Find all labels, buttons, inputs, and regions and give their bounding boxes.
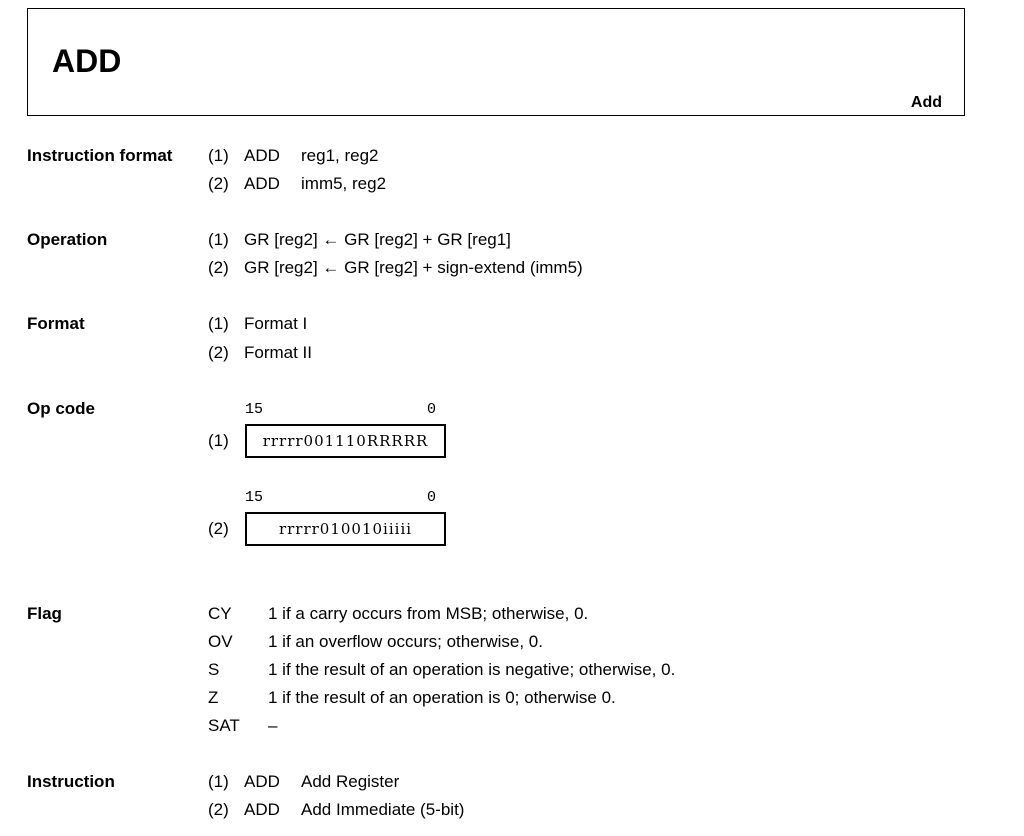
format-line-1 xyxy=(208,314,307,334)
line-number: (2) xyxy=(208,258,229,277)
opcode-number-2: (2) xyxy=(208,519,229,538)
flag-name: Z xyxy=(208,688,219,707)
line-number: (2) xyxy=(208,800,229,819)
opcode-low-bit: 0 xyxy=(427,401,437,418)
line-number: (1) xyxy=(208,146,229,165)
flag-label: Flag xyxy=(27,604,62,623)
flag-desc: 1 if a carry occurs from MSB; otherwise, 0. xyxy=(268,604,589,623)
flag-row-s xyxy=(208,660,675,680)
flag-name: CY xyxy=(208,604,232,623)
format-line-2 xyxy=(208,343,312,363)
flag-desc: 1 if the result of an operation is 0; otherwise 0. xyxy=(268,688,616,707)
opcode-low-bit: 0 xyxy=(427,489,437,506)
flag-desc: 1 if an overflow occurs; otherwise, 0. xyxy=(268,632,543,651)
line-number: (1) xyxy=(208,772,229,791)
line-mnemonic: ADD xyxy=(244,800,280,819)
opcode-number-1: (1) xyxy=(208,431,229,450)
line-number: (1) xyxy=(208,230,229,249)
page-subtitle: Add xyxy=(910,94,942,111)
operation-line-1 xyxy=(208,230,511,250)
line-name: Add Immediate (5-bit) xyxy=(301,800,465,819)
flag-row-cy xyxy=(208,604,588,624)
instruction-format-label: Instruction format xyxy=(27,146,173,165)
line-number: (1) xyxy=(208,314,229,333)
flag-desc: – xyxy=(268,716,278,735)
flag-desc: 1 if the result of an operation is negative; otherwise, 0. xyxy=(268,660,676,679)
opcode-bits-box-1: rrrrr001110RRRRR xyxy=(245,424,446,458)
line-operands: imm5, reg2 xyxy=(301,174,387,193)
instruction-line-2 xyxy=(208,800,464,820)
line-name: Add Register xyxy=(301,772,400,791)
page-title: ADD xyxy=(52,43,122,79)
line-number: (2) xyxy=(208,174,229,193)
flag-row-z xyxy=(208,688,616,708)
instruction-line-1 xyxy=(208,772,399,792)
line-mnemonic: ADD xyxy=(244,174,280,193)
title-box xyxy=(27,8,965,116)
operation-label: Operation xyxy=(27,230,108,249)
opcode-high-bit: 15 xyxy=(245,401,264,418)
line-mnemonic: ADD xyxy=(244,772,280,791)
format-label: Format xyxy=(27,314,85,333)
instruction-label: Instruction xyxy=(27,772,115,791)
flag-name: OV xyxy=(208,632,233,651)
line-operands: reg1, reg2 xyxy=(301,146,379,165)
line-text: Format II xyxy=(244,343,313,362)
line-number: (2) xyxy=(208,343,229,362)
flag-name: S xyxy=(208,660,220,679)
opcode-bits-box-2: rrrrr010010iiiii xyxy=(245,512,446,546)
flag-name: SAT xyxy=(208,716,240,735)
line-text: Format I xyxy=(244,314,308,333)
line-text: GR [reg2] ← GR [reg2] + GR [reg1] xyxy=(244,230,511,249)
flag-row-ov xyxy=(208,632,543,652)
instruction-format-line-1 xyxy=(208,146,379,166)
flag-row-sat xyxy=(208,716,277,736)
opcode-high-bit: 15 xyxy=(245,489,264,506)
line-mnemonic: ADD xyxy=(244,146,280,165)
operation-line-2 xyxy=(208,258,583,278)
line-text: GR [reg2] ← GR [reg2] + sign-extend (imm5) xyxy=(244,258,583,277)
opcode-label: Op code xyxy=(27,399,96,418)
instruction-format-line-2 xyxy=(208,174,386,194)
